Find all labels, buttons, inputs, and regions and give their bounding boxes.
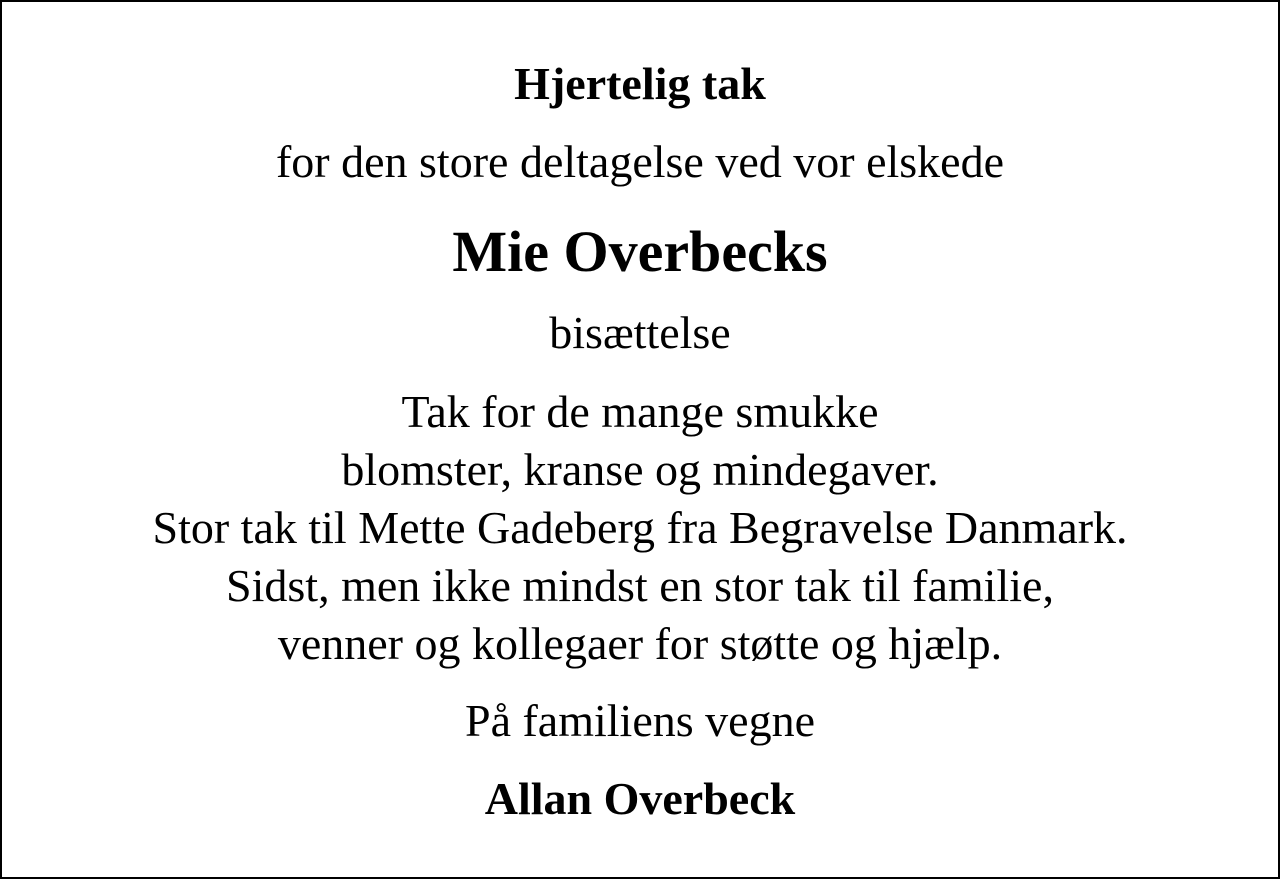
message-line: Stor tak til Mette Gadeberg fra Begravelse Danmark. [152, 502, 1128, 553]
deceased-name: Mie Overbecks [452, 219, 828, 284]
on-behalf-line: På familiens vegne [464, 695, 815, 746]
message-line: blomster, kranse og mindegaver. [341, 444, 939, 495]
message-line: venner og kollegaer for støtte og hjælp. [277, 618, 1003, 669]
notice-heading: Hjertelig tak [514, 58, 766, 109]
notice-occasion: bisættelse [549, 307, 731, 358]
signer-name: Allan Overbeck [484, 773, 796, 824]
thank-you-message [2, 383, 1278, 673]
message-line: Tak for de mange smukke [401, 386, 879, 437]
message-line: Sidst, men ikke mindst en stor tak til familie, [226, 560, 1054, 611]
notice-intro: for den store deltagelse ved vor elskede [275, 136, 1005, 187]
